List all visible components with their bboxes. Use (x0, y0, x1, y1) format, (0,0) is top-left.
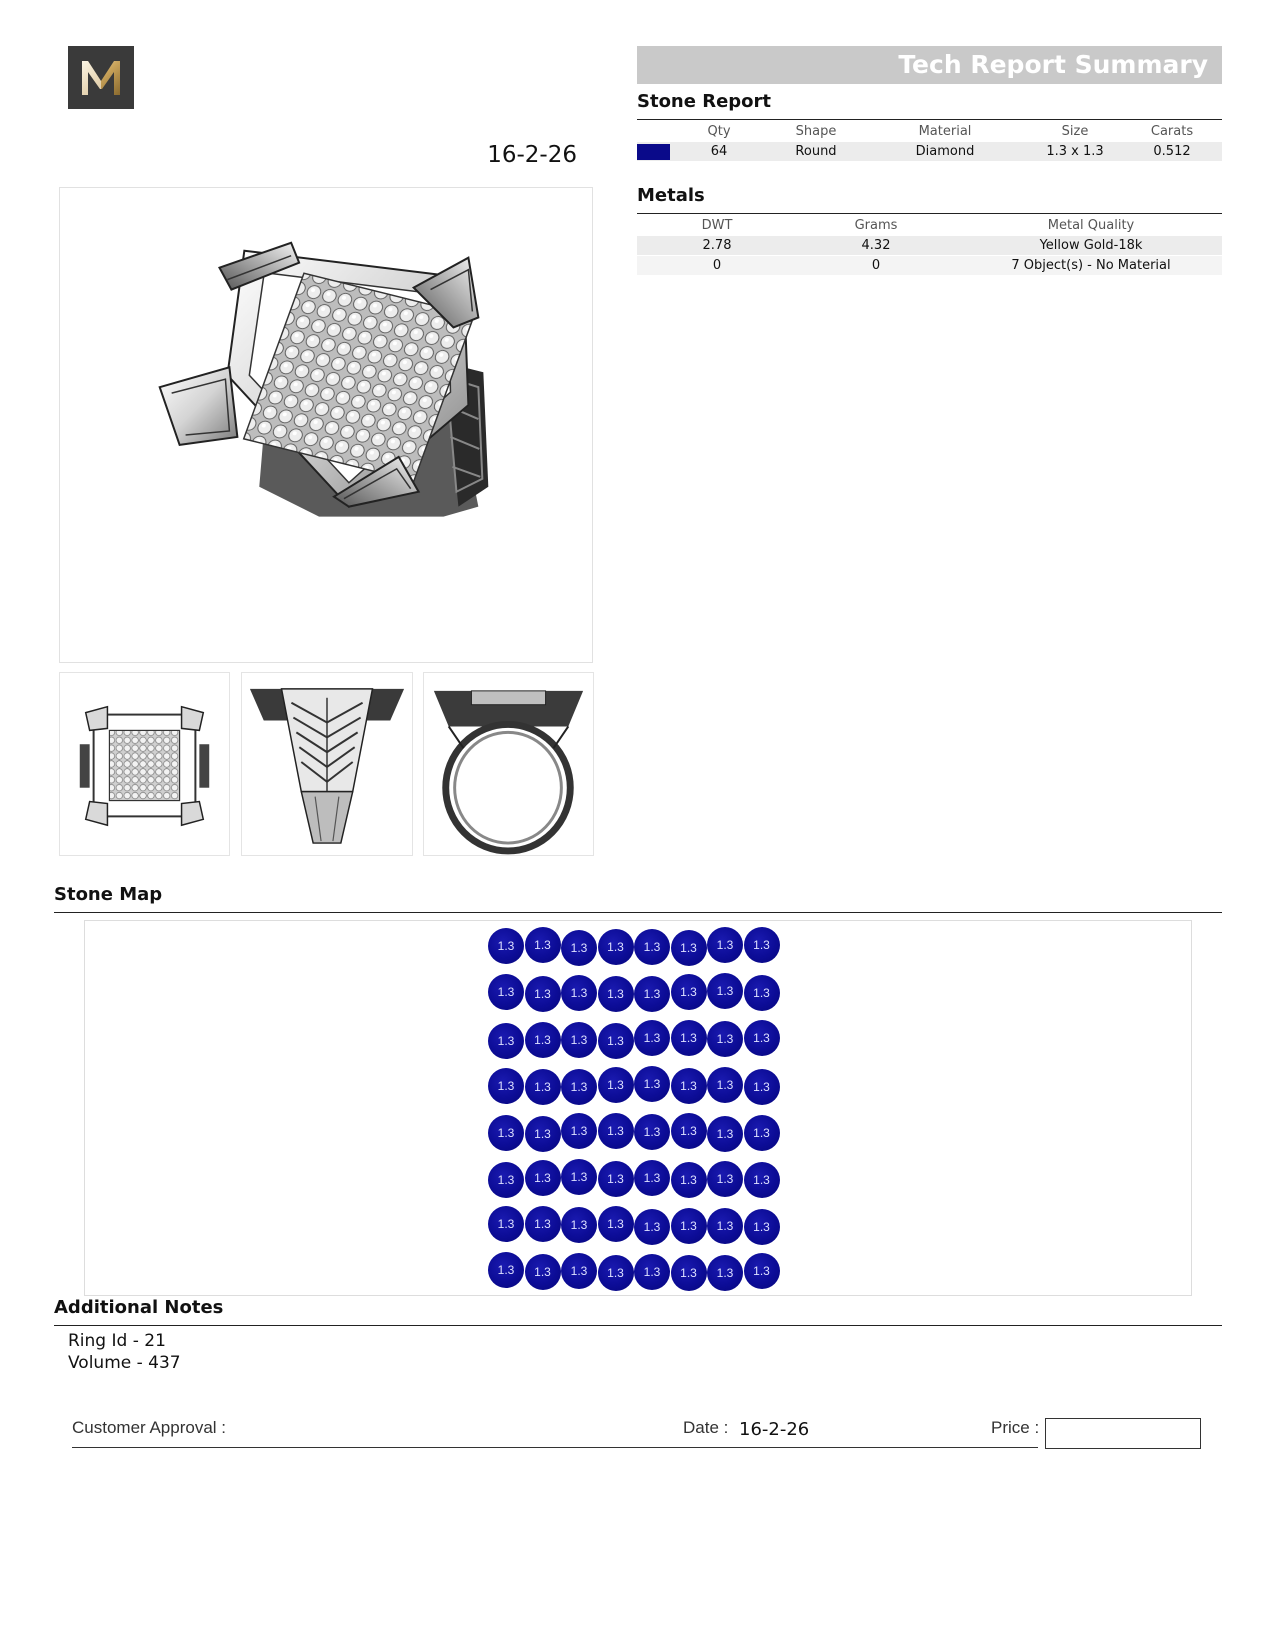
stone-marker: 1.3 (525, 1069, 561, 1105)
approval-date-label: Date : (683, 1418, 729, 1437)
stone-marker: 1.3 (634, 1209, 670, 1245)
col-size: Size (1061, 124, 1089, 139)
ring-side-view (241, 672, 413, 856)
stone-marker: 1.3 (744, 1020, 780, 1056)
logo-m-icon (68, 46, 134, 109)
stone-marker: 1.3 (634, 929, 670, 965)
metals-rule (637, 213, 1222, 214)
stone-marker: 1.3 (561, 1207, 597, 1243)
table-row (637, 256, 1222, 275)
stone-marker: 1.3 (525, 1206, 561, 1242)
stone-marker: 1.3 (488, 1162, 524, 1198)
ring-front-image (424, 673, 593, 855)
stone-marker: 1.3 (488, 1206, 524, 1242)
stone-marker: 1.3 (671, 1113, 707, 1149)
stone-marker: 1.3 (707, 927, 743, 963)
report-title: Tech Report Summary (898, 50, 1208, 79)
stone-marker: 1.3 (707, 1067, 743, 1103)
stone-marker: 1.3 (744, 1069, 780, 1105)
stone-shape: Round (795, 144, 837, 159)
stone-marker: 1.3 (744, 975, 780, 1011)
metal-quality: 7 Object(s) - No Material (1011, 258, 1171, 273)
ring-perspective-view (59, 187, 593, 663)
stone-marker: 1.3 (634, 1020, 670, 1056)
stone-marker: 1.3 (525, 976, 561, 1012)
stone-marker: 1.3 (598, 1206, 634, 1242)
stone-marker: 1.3 (525, 1116, 561, 1152)
stone-marker: 1.3 (561, 1159, 597, 1195)
stone-report-heading: Stone Report (637, 91, 772, 112)
note-volume: Volume - 437 (68, 1353, 181, 1373)
stone-map-rule (54, 912, 1222, 913)
ring-front-view (423, 672, 594, 856)
stone-marker: 1.3 (525, 1254, 561, 1290)
stone-marker: 1.3 (634, 1066, 670, 1102)
col-dwt: DWT (701, 218, 733, 233)
table-row (637, 236, 1222, 255)
stone-marker: 1.3 (671, 1255, 707, 1291)
stone-marker: 1.3 (488, 974, 524, 1010)
ring-render-image (60, 188, 592, 662)
price-label: Price : (991, 1418, 1040, 1437)
stone-qty: 64 (710, 144, 728, 159)
stone-report-table (637, 122, 1222, 162)
table-row (637, 142, 1222, 161)
stone-marker: 1.3 (561, 1253, 597, 1289)
stone-marker: 1.3 (707, 1021, 743, 1057)
customer-approval-label: Customer Approval : (72, 1418, 227, 1437)
col-material: Material (918, 124, 972, 139)
col-carats: Carats (1150, 124, 1194, 139)
col-shape: Shape (795, 124, 837, 139)
stone-report-header-row (637, 122, 1222, 141)
metal-grams: 4.32 (861, 238, 891, 253)
stone-marker: 1.3 (598, 1113, 634, 1149)
stone-marker: 1.3 (707, 1208, 743, 1244)
metal-dwt: 0 (712, 258, 722, 273)
approval-date-value: 16-2-26 (739, 1419, 810, 1440)
stone-marker: 1.3 (671, 1208, 707, 1244)
stone-marker: 1.3 (634, 1254, 670, 1290)
stone-marker: 1.3 (744, 1162, 780, 1198)
stone-marker: 1.3 (671, 974, 707, 1010)
stone-marker: 1.3 (634, 1160, 670, 1196)
col-metal-quality: Metal Quality (1047, 218, 1135, 233)
stone-marker: 1.3 (525, 927, 561, 963)
document-date: 16-2-26 (487, 142, 577, 168)
stone-marker: 1.3 (488, 1023, 524, 1059)
ring-top-view (59, 672, 230, 856)
stone-marker: 1.3 (707, 1255, 743, 1291)
stone-marker: 1.3 (707, 973, 743, 1009)
stone-map-heading: Stone Map (54, 884, 163, 905)
stone-map-panel (84, 920, 1192, 1296)
stone-marker: 1.3 (561, 1022, 597, 1058)
stone-marker: 1.3 (744, 927, 780, 963)
metals-table (637, 216, 1222, 276)
stone-marker: 1.3 (671, 1162, 707, 1198)
stone-marker: 1.3 (561, 1069, 597, 1105)
approval-signature-line (72, 1447, 1038, 1448)
stone-marker: 1.3 (525, 1160, 561, 1196)
price-box (1045, 1418, 1201, 1449)
stone-marker: 1.3 (707, 1161, 743, 1197)
stone-marker: 1.3 (561, 975, 597, 1011)
stone-marker: 1.3 (671, 1020, 707, 1056)
stone-marker: 1.3 (598, 976, 634, 1012)
col-grams: Grams (854, 218, 898, 233)
stone-material: Diamond (915, 144, 975, 159)
stone-marker: 1.3 (488, 1252, 524, 1288)
stone-marker: 1.3 (634, 1114, 670, 1150)
stone-marker: 1.3 (598, 1255, 634, 1291)
notes-rule (54, 1325, 1222, 1326)
stone-marker: 1.3 (598, 1161, 634, 1197)
ring-top-image (60, 673, 229, 855)
stone-marker: 1.3 (488, 1115, 524, 1151)
additional-notes-heading: Additional Notes (54, 1297, 224, 1318)
metals-heading: Metals (637, 185, 705, 206)
stone-marker: 1.3 (707, 1116, 743, 1152)
stone-marker: 1.3 (744, 1209, 780, 1245)
stone-marker: 1.3 (598, 1067, 634, 1103)
stone-marker: 1.3 (488, 928, 524, 964)
stone-marker: 1.3 (488, 1068, 524, 1104)
stone-marker: 1.3 (598, 1023, 634, 1059)
metal-dwt: 2.78 (702, 238, 732, 253)
company-logo (68, 46, 134, 109)
metals-header-row (637, 216, 1222, 235)
stone-marker: 1.3 (561, 1113, 597, 1149)
stone-marker: 1.3 (561, 930, 597, 966)
metal-grams: 0 (871, 258, 881, 273)
stone-size: 1.3 x 1.3 (1046, 144, 1104, 159)
notes-body (68, 1330, 181, 1374)
stone-marker: 1.3 (525, 1022, 561, 1058)
stone-marker: 1.3 (671, 1068, 707, 1104)
stone-marker: 1.3 (744, 1115, 780, 1151)
stone-marker: 1.3 (744, 1253, 780, 1289)
col-qty: Qty (707, 124, 731, 139)
stone-marker: 1.3 (671, 930, 707, 966)
ring-side-image (242, 673, 412, 855)
stone-report-rule (637, 119, 1222, 120)
metal-quality: Yellow Gold-18k (1039, 238, 1143, 253)
stone-marker: 1.3 (598, 929, 634, 965)
report-title-bar (637, 46, 1222, 84)
stone-color-swatch (637, 144, 670, 160)
stone-marker: 1.3 (634, 976, 670, 1012)
note-ring-id: Ring Id - 21 (68, 1331, 166, 1351)
stone-carats: 0.512 (1153, 144, 1191, 159)
